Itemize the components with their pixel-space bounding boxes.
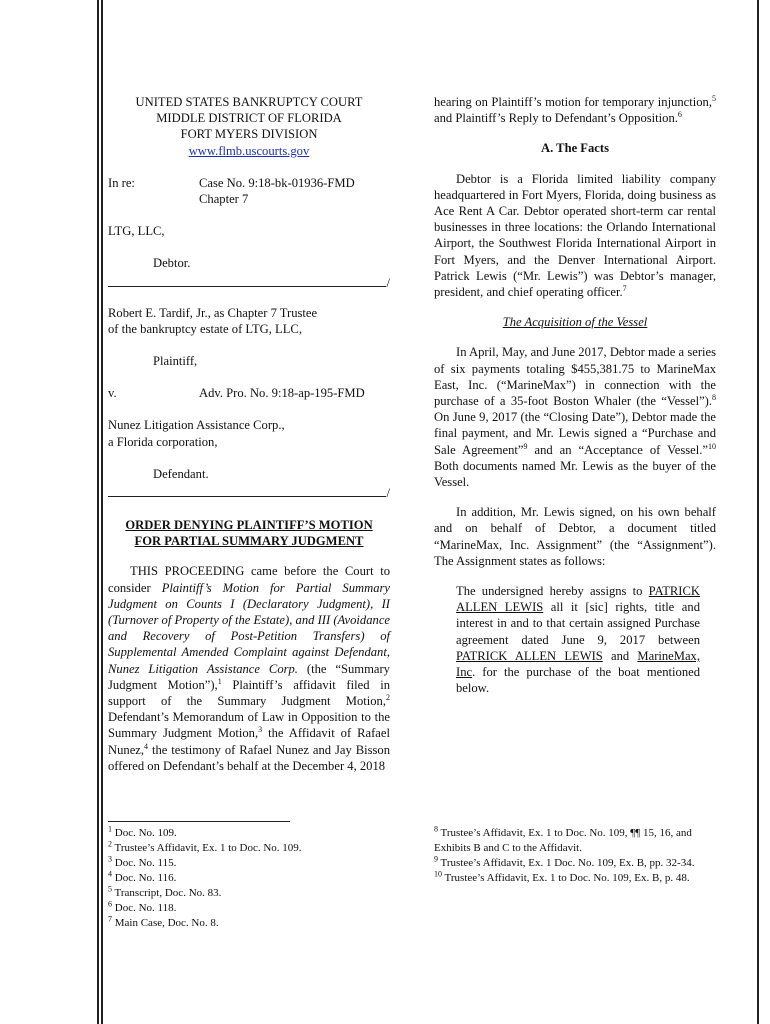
section-a-heading: A. The Facts <box>541 141 609 156</box>
footnote-text: Trustee’s Affidavit, Ex. 1 to Doc. No. 109, Ex. B, p. 48. <box>442 872 690 884</box>
footnote-number: 10 <box>434 869 442 879</box>
caption-slash-1: / <box>386 275 390 290</box>
court-name: UNITED STATES BANKRUPTCY COURT <box>135 95 363 109</box>
footnote-ref-1[interactable]: 1 <box>217 676 222 686</box>
footnote-2 <box>108 841 390 856</box>
in-re-label: In re: <box>108 175 135 190</box>
footnote-number: 4 <box>108 869 112 879</box>
court-header <box>108 94 390 159</box>
footnote-7 <box>108 916 390 931</box>
footnote-ref-3[interactable]: 3 <box>258 725 263 735</box>
in-re-row <box>108 175 390 207</box>
court-website-link[interactable]: www.flmb.uscourts.gov <box>188 143 310 158</box>
footnote-10 <box>434 871 718 886</box>
footnote-number: 7 <box>108 914 112 924</box>
adversary-row <box>108 385 390 401</box>
footnote-text: Trustee’s Affidavit, Ex. 1 to Doc. No. 109, ¶¶ 15, 16, and Exhibits B and C to the Affidavit. <box>434 827 692 854</box>
footnote-ref-5[interactable]: 5 <box>712 93 716 103</box>
footnote-text: Doc. No. 115. <box>112 857 177 869</box>
vessel-subheading: The Acquisition of the Vessel <box>502 315 648 330</box>
margin-rule-left-2 <box>101 0 103 1024</box>
debtor-role: Debtor. <box>153 256 191 271</box>
plaintiff-line-2: of the bankruptcy estate of LTG, LLC, <box>108 321 302 336</box>
footnote-text: Doc. No. 118. <box>112 902 177 914</box>
footnote-5 <box>108 886 390 901</box>
footnote-8 <box>434 826 718 856</box>
footnote-text: Trustee’s Affidavit, Ex. 1 Doc. No. 109, Ex. B, pp. 32-34. <box>438 857 695 869</box>
defendant-role: Defendant. <box>153 466 209 481</box>
intro-paragraph-continued: hearing on Plaintiff’s motion for temporary injunction,$^5$ and Plaintiff’s Reply to Defendant’s Opposition.$^6$ <box>434 93 716 126</box>
footnote-9 <box>434 856 718 871</box>
footnote-number: 2 <box>108 839 112 849</box>
footnote-ref-4[interactable]: 4 <box>144 741 149 751</box>
footnote-ref-6[interactable]: 6 <box>677 110 682 120</box>
footnote-number: 1 <box>108 824 112 834</box>
footnotes-right <box>434 826 718 886</box>
caption-slash-2: / <box>386 486 390 501</box>
footnote-number: 5 <box>108 884 112 894</box>
footnote-divider <box>108 821 290 822</box>
left-column <box>108 94 390 774</box>
footnote-number: 3 <box>108 854 112 864</box>
order-title-line-1: ORDER DENYING PLAINTIFF’S MOTION <box>125 518 373 533</box>
footnote-3 <box>108 856 390 871</box>
footnote-text: Main Case, Doc. No. 8. <box>112 917 219 929</box>
chapter: Chapter 7 <box>199 192 249 207</box>
footnote-ref-10[interactable]: 10 <box>708 441 717 451</box>
plaintiff-role: Plaintiff, <box>153 354 198 369</box>
footnote-ref-9[interactable]: 9 <box>523 441 528 451</box>
footnote-text: Transcript, Doc. No. 83. <box>112 887 222 899</box>
footnote-4 <box>108 871 390 886</box>
footnote-number: 9 <box>434 854 438 864</box>
defendant-line-1: Nunez Litigation Assistance Corp., <box>108 418 285 433</box>
motion-title: Plaintiff’s Motion for Partial Summary Judgment on Counts I (Declaratory Judgment), II (Turnover of Property of the Estate), and III (Avoidance and Recovery of Post-Petition Transfers) of Supplemental Amended Complaint against Defendant, Nunez Litigation Assistance Corp. <box>108 580 390 676</box>
facts-paragraph: Debtor is a Florida limited liability company headquartered in Fort Myers, Florida, doing business as Ace Rent A Car. Debtor operated short-term car rental businesses in three locations: the Orlando International Airport, the Southwest Florida International Airport in Fort Myers, and the Denver International Airport. Patrick Lewis (“Mr. Lewis”) was Debtor’s manager, president, and chief operating officer.$^7$ <box>434 171 716 300</box>
case-number: Case No. 9:18-bk-01936-FMD <box>199 175 355 190</box>
intro-paragraph: THIS PROCEEDING came before the Court to consider Plaintiff’s Motion for Partial Summary Judgment on Counts I (Declaratory Judgment), II (Turnover of Property of the Estate), and III (Avoidance and Recovery of Post-Petition Transfers) of Supplemental Amended Complaint against Defendant, Nunez Litigation Assistance Corp. (the “Summary Judgment Motion”),$^1$ Plaintiff’s affidavit filed in support of the Summary Judgment Motion,$^2$ Defendant’s Memorandum of Law in Opposition to the Summary Judgment Motion,$^3$ the Affidavit of Rafael Nunez,$^4$ the testimony of Rafael Nunez and Jay Bisson offered on Defendant’s behalf at the December 4, 2018 <box>108 564 390 773</box>
footnote-ref-7[interactable]: 7 <box>622 283 627 293</box>
footnote-ref-8[interactable]: 8 <box>712 392 716 402</box>
margin-rule-left <box>97 0 99 1024</box>
footnote-text: Trustee’s Affidavit, Ex. 1 to Doc. No. 109. <box>112 842 302 854</box>
footnotes-left <box>108 826 390 931</box>
footnote-number: 8 <box>434 824 438 834</box>
footnote-text: Doc. No. 109. <box>112 827 177 839</box>
assignment-paragraph: In addition, Mr. Lewis signed, on his own behalf and on behalf of Debtor, a document titled “MarineMax, Inc. Assignment” (the “Assignment”). The Assignment states as follows: <box>434 505 716 568</box>
adversary-number: Adv. Pro. No. 9:18-ap-195-FMD <box>199 386 365 401</box>
order-title-line-2: FOR PARTIAL SUMMARY JUDGMENT <box>134 534 364 549</box>
vessel-paragraph: In April, May, and June 2017, Debtor made a series of six payments totaling $455,381.75 to MarineMax East, Inc. (“MarineMax”) in connection with the purchase of a 35-foot Boston Whaler (the “Vessel”).$^8$ On June 9, 2017 (the “Closing Date”), Debtor made the final payment, and Mr. Lewis signed a “Purchase and Sale Agreement”$^9$ and an “Acceptance of Vessel.”$^{10}$ Both documents named Mr. Lewis as the buyer of the Vessel. <box>434 345 717 490</box>
margin-rule-right <box>757 0 759 1024</box>
footnote-1 <box>108 826 390 841</box>
footnote-6 <box>108 901 390 916</box>
versus: v. <box>108 386 117 401</box>
order-title <box>108 517 390 549</box>
assignment-quote: The undersigned hereby assigns to PATRICK ALLEN LEWIS all it [sic] rights, title and interest in and to that certain assigned Purchase agreement dated June 9, 2017 between PATRICK ALLEN LEWIS and MarineMax, Inc. for the purchase of the boat mentioned below. <box>456 584 701 696</box>
defendant-line-2: a Florida corporation, <box>108 434 218 449</box>
right-column <box>434 94 716 697</box>
footnote-text: Doc. No. 116. <box>112 872 177 884</box>
debtor-name: LTG, LLC, <box>108 224 165 239</box>
footnote-number: 6 <box>108 899 112 909</box>
court-division: FORT MYERS DIVISION <box>180 127 318 142</box>
footnote-ref-2[interactable]: 2 <box>386 692 390 702</box>
plaintiff-line-1: Robert E. Tardif, Jr., as Chapter 7 Trustee <box>108 305 318 320</box>
court-district: MIDDLE DISTRICT OF FLORIDA <box>156 111 342 126</box>
